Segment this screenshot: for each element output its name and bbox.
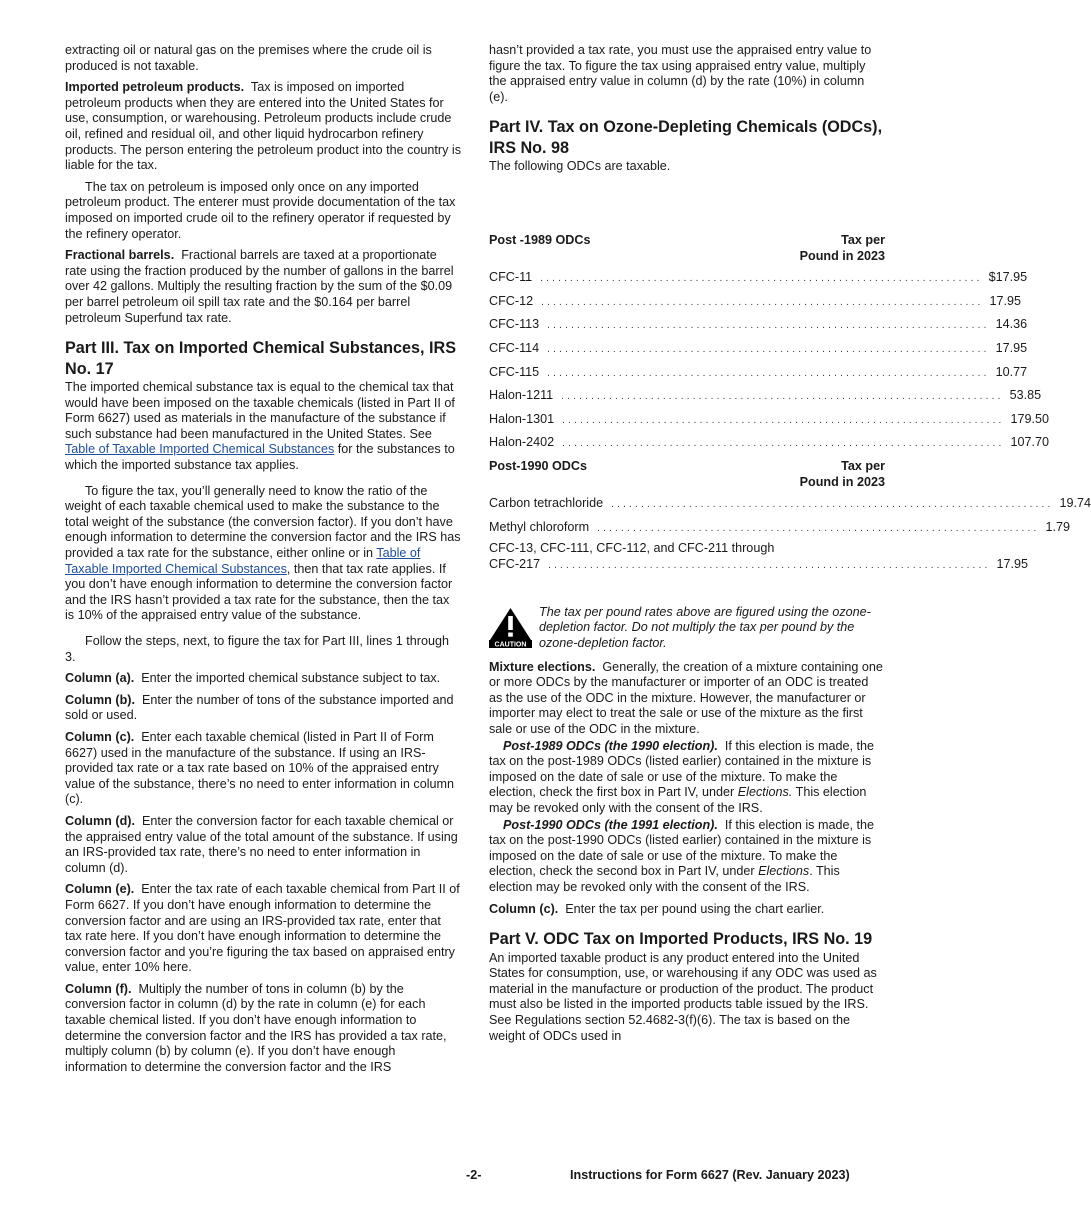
paragraph: extracting oil or natural gas on the premises where the crude oil is produced is not taxable.	[65, 43, 432, 73]
run-in-heading: Column (e).	[65, 882, 135, 897]
paragraph-column-b	[65, 693, 461, 724]
right-column	[489, 43, 1091, 1050]
run-in-heading: Column (c).	[489, 901, 559, 916]
dot-leader: ..........................................................................	[562, 414, 1005, 426]
table-header-post-1990	[489, 459, 885, 490]
dot-leader: ..........................................................................	[562, 438, 1005, 450]
table-row	[489, 364, 1028, 389]
table-header-label: Post-1990 ODCs	[489, 458, 587, 473]
row-value: 179.50	[1010, 411, 1050, 426]
paragraph-text: for the substances to which the imported substance tax applies.	[65, 442, 455, 473]
row-label: CFC-12	[489, 293, 534, 308]
table-header-tax	[800, 233, 885, 264]
paragraph-text: Enter the number of tons of the substance imported and sold or used.	[65, 692, 454, 723]
run-in-heading: Post-1989 ODCs (the 1990 election).	[503, 738, 718, 753]
header-line: Pound in 2023	[799, 248, 885, 263]
paragraph-column-e	[65, 882, 461, 976]
caution-note	[489, 605, 885, 652]
paragraph: Follow the steps, next, to figure the tax for Part III, lines 1 through 3.	[65, 634, 450, 664]
row-label: Halon-1301	[489, 411, 555, 426]
dot-leader: ..........................................................................	[547, 343, 990, 355]
part-iii-heading: Part III. Tax on Imported Chemical Substances, IRS No. 17	[65, 339, 456, 378]
paragraph-imported-petroleum	[65, 80, 461, 174]
table-header-post-1989	[489, 233, 885, 264]
row-label: Methyl chloroform	[489, 519, 590, 534]
table-row	[489, 496, 1091, 520]
dot-leader: ..........................................................................	[547, 367, 990, 379]
paragraph-text: If this election is made, the tax on the post-1990 ODCs (listed earlier) contained in the mixture is imposed on the date of sale or use of the mixture. To make the election, check the second box in Part IV, under	[489, 817, 874, 879]
row-value: 10.77	[995, 364, 1028, 379]
run-in-heading: Column (f).	[65, 981, 132, 996]
paragraph-column-d	[65, 814, 461, 876]
row-value: 53.85	[1009, 388, 1042, 403]
row-label: CFC-13, CFC-111, CFC-112, and CFC-211 through	[489, 541, 775, 556]
table-row	[489, 388, 1042, 412]
row-label: Halon-2402	[489, 435, 555, 450]
row-label: CFC-113	[489, 317, 540, 332]
paragraph-text: To figure the tax, you’ll generally need to know the ratio of the weight of each taxable chemical used to make the substance to the total weight of the substance (the conversion factor). If you don’t have enough information to determine the conversion factor and the IRS has provided a tax rate for the substance, either online or in	[65, 483, 461, 561]
paragraph: The tax on petroleum is imposed only once on any imported petroleum product. The enterer must provide documentation of the tax imposed on imported crude oil to the refinery operator if requested by the refinery operator.	[65, 179, 456, 241]
paragraph-column-a	[65, 671, 461, 687]
table-body-post-1990	[489, 496, 1091, 543]
paragraph-text: . This election may be revoked only with the consent of the IRS.	[489, 864, 840, 894]
paragraph-text: Enter the imported chemical substance subject to tax.	[141, 671, 441, 686]
dot-leader: ..........................................................................	[561, 391, 1004, 403]
row-label: CFC-114	[489, 340, 540, 355]
part-iv-heading: Part IV. Tax on Ozone-Depleting Chemicals (ODCs), IRS No. 98	[489, 118, 883, 157]
paragraph	[65, 380, 461, 474]
header-line: Tax per	[841, 458, 885, 473]
table-row	[489, 293, 1022, 318]
paragraph-text: Multiply the number of tons in column (b) by the conversion factor in column (d) by the rate in column (e) for each taxable chemical listed. If you don’t have enough information to determine the conversion factor and the IRS has provided a tax rate, multiply column (b) by column (e). If you don’t have enough information to determine the conversion factor and the IRS	[65, 981, 447, 1074]
run-in-heading: Mixture elections.	[489, 659, 596, 674]
paragraph-text: , then that tax rate applies. If you don’t have enough information to determine the conversion factor and the IRS hasn’t provided a tax rate for the substance, then the tax is 10% of the appraised entry value of the substance.	[65, 561, 453, 623]
run-in-heading: Column (b).	[65, 692, 135, 707]
table-link[interactable]: Table of Taxable Imported Chemical Substances	[65, 546, 421, 576]
paragraph-fractional-barrels	[65, 248, 461, 326]
table-row	[489, 519, 1071, 544]
italic-term: Elections.	[737, 785, 793, 800]
row-value: $17.95	[988, 270, 1028, 285]
row-line	[489, 556, 1029, 575]
paragraph-column-c-right	[489, 902, 885, 918]
paragraph	[65, 484, 461, 624]
dot-leader: ..........................................................................	[597, 522, 1040, 534]
page-number: -2-	[466, 1168, 482, 1182]
left-column	[65, 43, 461, 1081]
paragraph-text: Enter the tax rate of each taxable chemical from Part II of Form 6627. If you don’t have enough information to determine the conversion factor and are using an IRS-provided tax rate, enter that tax rate here. If you don’t have enough information to determine the conversion factor and you’re figuring the tax based on appraised entry value, enter 10% here.	[65, 882, 460, 975]
caution-icon	[489, 607, 532, 648]
row-value: 19.74	[1059, 496, 1091, 511]
header-line: Pound in 2023	[799, 474, 885, 489]
run-in-heading: Column (a).	[65, 671, 135, 686]
paragraph: The following ODCs are taxable.	[489, 159, 671, 174]
paragraph-text: Tax is imposed on imported petroleum products when they are entered into the United States for use, consumption, or warehousing. Petroleum products include crude oil, refined and residual oil, and other liquid hydrocarbon refinery products. The person entering the petroleum product into the country is liable for the tax.	[65, 80, 462, 173]
row-label: CFC-115	[489, 364, 540, 379]
row-label: Halon-1211	[489, 388, 554, 403]
dot-leader: ..........................................................................	[611, 499, 1054, 511]
paragraph-text: Generally, the creation of a mixture containing one or more ODCs by the manufacturer or importer of an ODC is treated as the use of the ODC in the mixture. However, the manufacturer or importer may elect to treat the sale or use of the mixture as the first sale or use of the ODC in the mixture.	[489, 659, 883, 737]
paragraph: An imported taxable product is any product entered into the United States for consumption, use, or warehousing if any ODC was used as material in the manufacture or production of the product. The product must also be listed in the imported products table issued by the IRS. See Regulations section 52.4682-3(f)(6). The tax is based on the weight of ODCs used in	[489, 950, 877, 1043]
run-in-heading: Fractional barrels.	[65, 248, 175, 263]
paragraph-column-f	[65, 982, 461, 1076]
row-value: 1.79	[1045, 519, 1071, 534]
table-row	[489, 541, 1029, 575]
paragraph-1990-election	[489, 739, 885, 817]
run-in-heading: Column (d).	[65, 813, 135, 828]
caution-text: The tax per pound rates above are figured using the ozone-depletion factor. Do not multiply the tax per pound by the ozone-depletion factor.	[539, 604, 871, 651]
table-row	[489, 270, 1028, 294]
run-in-heading: Column (c).	[65, 729, 135, 744]
italic-term: Elections	[758, 864, 810, 879]
footer-form-title: Instructions for Form 6627 (Rev. January 2023)	[570, 1168, 850, 1182]
table-header-tax	[800, 459, 885, 490]
row-value: 17.95	[996, 556, 1029, 571]
paragraph-column-c	[65, 730, 461, 808]
dot-leader: ..........................................................................	[541, 296, 984, 308]
dot-leader: ..........................................................................	[548, 559, 991, 571]
paragraph: hasn’t provided a tax rate, you must use the appraised entry value to figure the tax. To figure the tax using appraised entry value, multiply the appraised entry value in column (d) by the rate (10%) in column (e).	[489, 43, 872, 104]
table-header-label: Post -1989 ODCs	[489, 232, 591, 247]
paragraph-text: Enter the tax per pound using the chart earlier.	[565, 901, 825, 916]
row-label: Carbon tetrachloride	[489, 496, 604, 511]
row-label: CFC-11	[489, 270, 533, 285]
odc-tax-table	[489, 232, 1091, 575]
paragraph-text: Enter the conversion factor for each taxable chemical or the appraised entry value of the total amount of the substance. If using an IRS-provided tax rate, there’s no need to enter information in column (d).	[65, 813, 458, 875]
table-row	[489, 435, 1050, 459]
dot-leader: ..........................................................................	[547, 320, 990, 332]
table-body-post-1989	[489, 270, 1050, 459]
row-value: 14.36	[995, 317, 1028, 332]
run-in-heading: Post-1990 ODCs (the 1991 election).	[503, 817, 718, 832]
dot-leader: ..........................................................................	[540, 273, 983, 285]
paragraph-1991-election	[489, 818, 885, 896]
table-row	[489, 411, 1050, 436]
paragraph-text: Enter each taxable chemical (listed in Part II of Form 6627) used in the manufacture of the substance. If using an IRS-provided tax rate or a tax rate based on 10% of the appraised entry value of the substance, there’s no need to enter information in column (c).	[65, 729, 455, 807]
paragraph-mixture-elections	[489, 660, 885, 738]
row-value: 17.95	[995, 340, 1028, 355]
table-link[interactable]: Table of Taxable Imported Chemical Substances	[65, 442, 335, 457]
table-row	[489, 317, 1028, 341]
paragraph-text: This election may be revoked only with the consent of the IRS.	[489, 785, 867, 815]
table-row	[489, 340, 1028, 365]
row-value: 107.70	[1010, 435, 1050, 450]
run-in-heading: Imported petroleum products.	[65, 80, 245, 95]
caution-label: CAUTION	[494, 641, 527, 649]
row-value: 17.95	[989, 293, 1022, 308]
row-label: CFC-217	[489, 556, 541, 571]
header-line: Tax per	[841, 232, 885, 247]
paragraph-text: Fractional barrels are taxed at a proportionate rate using the fraction produced by the number of gallons in the barrel over 42 gallons. Multiply the resulting fraction by the sum of the $0.09 per barrel petroleum oil spill tax rate and the $0.164 per barrel petroleum Superfund tax rate.	[65, 248, 454, 325]
paragraph-text: If this election is made, the tax on the post-1989 ODCs (listed earlier) contained in the mixture is imposed on the date of sale or use of the mixture. To make the election, check the first box in Part IV, under	[489, 738, 874, 800]
paragraph-text: The imported chemical substance tax is equal to the chemical tax that would have been imposed on the taxable chemicals (listed in Part II of Form 6627) used as materials in the manufacture of the substance if such substance had been manufactured in the United States. See	[65, 380, 455, 441]
part-v-heading: Part V. ODC Tax on Imported Products, IRS No. 19	[489, 930, 873, 949]
